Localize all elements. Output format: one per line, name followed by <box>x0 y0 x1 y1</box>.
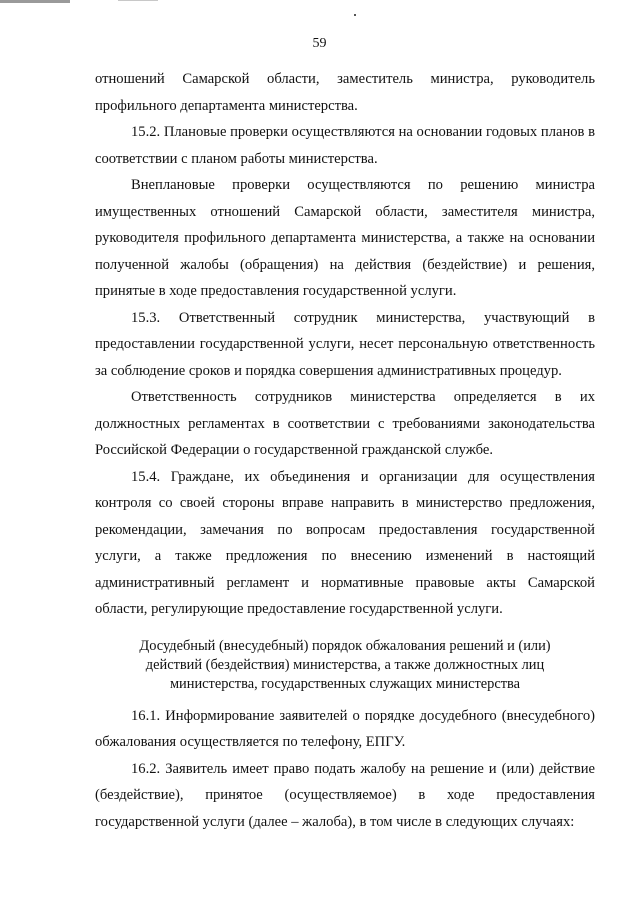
section-heading <box>95 637 595 694</box>
paragraph-continuation: отношений Самарской области, заместитель министра, руководитель профильного департамента министерства. <box>95 71 595 114</box>
paragraph-staff-responsibility: Ответственность сотрудников министерства определяется в их должностных регламентах в соответствии с требованиями законодательства Российской Федерации о государственной гражданской службе. <box>95 389 595 458</box>
paragraph-16-1: 16.1. Информирование заявителей о порядке досудебного (внесудебного) обжалования осуществляется по телефону, ЕПГУ. <box>95 707 595 750</box>
paragraph-16-2: 16.2. Заявитель имеет право подать жалобу на решение и (или) действие (бездействие), принятое (осуществляемое) в ходе предоставления государственной услуги (далее – жалоба), в том числе в следующих случаях: <box>95 760 595 830</box>
scan-speck <box>354 14 356 16</box>
section-heading-line: Досудебный (внесудебный) порядок обжалования решений и (или) <box>139 637 551 654</box>
page-number: 59 <box>312 36 327 51</box>
scan-edge-mark-faint <box>118 0 158 1</box>
paragraph-15-4: 15.4. Граждане, их объединения и организации для осуществления контроля со своей стороны вправе направить в министерство предложения, рекомендации, замечания по вопросам предоставления государственной услуги, а также предложения по внесению изменений в настоящий административный регламент и нормативные правовые акты Самарской области, регулирующие предоставление государственной услуги. <box>95 468 595 617</box>
paragraph-15-2: 15.2. Плановые проверки осуществляются на основании годовых планов в соответствии с планом работы министерства. <box>95 124 595 167</box>
scan-edge-mark <box>0 0 70 3</box>
paragraph-unscheduled-inspections: Внеплановые проверки осуществляются по решению министра имущественных отношений Самарской области, заместителя министра, руководителя профильного департамента министерства, а также на основании полученной жалобы (обращения) на действия (бездействие) и решения, принятые в ходе предоставления государственной услуги. <box>95 177 595 299</box>
document-body <box>95 66 595 835</box>
section-heading-line: министерства, государственных служащих министерства <box>169 675 521 692</box>
paragraph-15-3: 15.3. Ответственный сотрудник министерства, участвующий в предоставлении государственной услуги, несет персональную ответственность за соблюдение сроков и порядка совершения административных процедур. <box>95 309 595 379</box>
section-heading-line: действий (бездействия) министерства, а также должностных лиц <box>145 656 545 673</box>
